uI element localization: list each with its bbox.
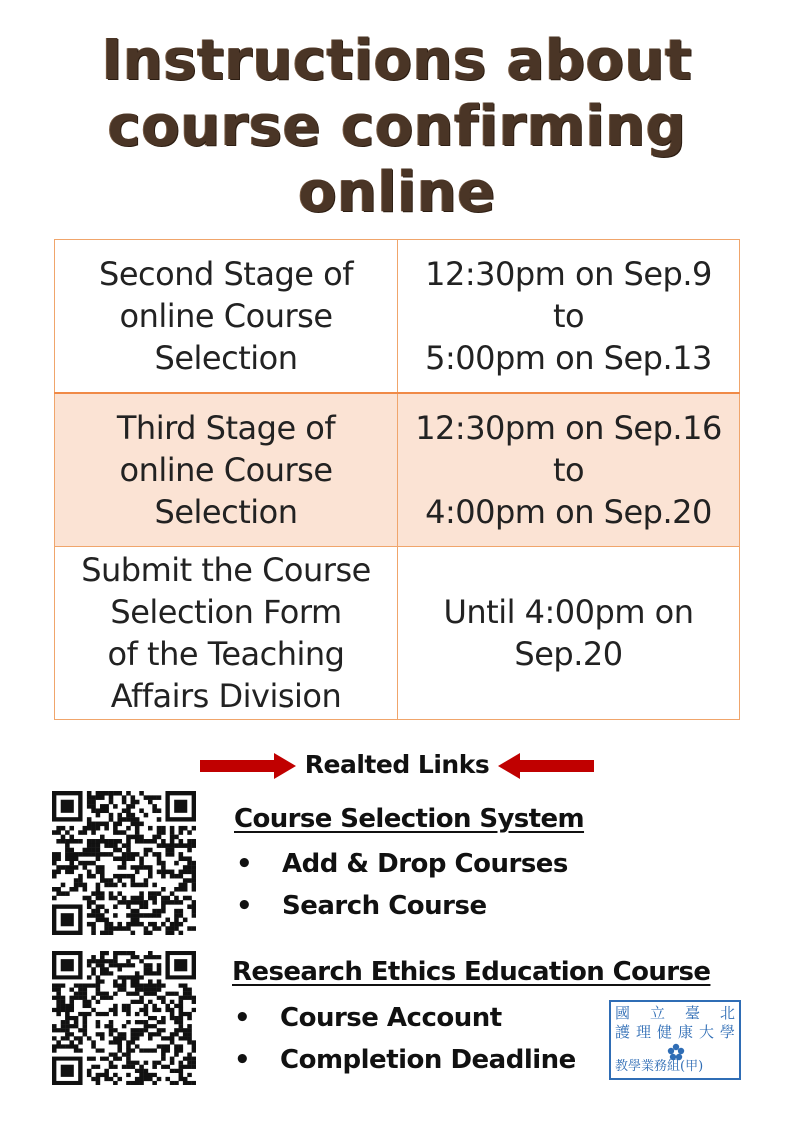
stage-line: Affairs Division bbox=[110, 677, 342, 715]
stamp-row-3 bbox=[615, 1058, 735, 1076]
stamp-char: 健 bbox=[656, 1023, 672, 1041]
qr-code-research-ethics[interactable] bbox=[52, 951, 196, 1085]
period-line: to bbox=[552, 451, 585, 489]
stamp-char: 護 bbox=[615, 1023, 631, 1041]
stamp-char: 臺 bbox=[684, 1004, 700, 1022]
stage-cell bbox=[55, 547, 398, 720]
list-item bbox=[234, 997, 576, 1039]
period-cell bbox=[398, 393, 740, 547]
title-line-2: course confirming bbox=[107, 94, 687, 159]
stage-line: Third Stage of bbox=[116, 409, 336, 447]
list-item bbox=[234, 1039, 576, 1081]
bullet: • bbox=[234, 1003, 251, 1033]
stamp-row-2 bbox=[615, 1023, 735, 1041]
stamp-char: 國 bbox=[615, 1004, 631, 1022]
table-row bbox=[55, 393, 740, 547]
course-selection-system-link[interactable]: Course Selection System bbox=[234, 804, 585, 834]
completion-deadline-link[interactable]: Completion Deadline bbox=[280, 1045, 576, 1075]
related-links-title: Realted Links bbox=[304, 750, 490, 779]
stamp-char: 理 bbox=[635, 1023, 651, 1041]
period-line: 5:00pm on Sep.13 bbox=[425, 339, 712, 377]
university-stamp bbox=[609, 1000, 741, 1080]
stamp-char: 康 bbox=[677, 1023, 693, 1041]
stage-line: Submit the Course bbox=[81, 551, 371, 589]
stage-line: online Course bbox=[119, 297, 333, 335]
period-line: 12:30pm on Sep.9 bbox=[425, 255, 712, 293]
qr-code-course-selection[interactable] bbox=[52, 791, 196, 935]
research-ethics-links bbox=[234, 997, 576, 1081]
related-links-header bbox=[200, 745, 594, 785]
add-drop-courses-link[interactable]: Add & Drop Courses bbox=[282, 849, 568, 879]
period-line: 4:00pm on Sep.20 bbox=[425, 493, 712, 531]
stamp-char: 學 bbox=[719, 1023, 735, 1041]
stage-line: Second Stage of bbox=[99, 255, 353, 293]
stamp-char: 立 bbox=[649, 1004, 665, 1022]
period-line: to bbox=[552, 297, 585, 335]
period-line: Until 4:00pm on bbox=[443, 593, 694, 631]
page-title bbox=[60, 28, 734, 226]
list-item bbox=[236, 843, 568, 885]
stamp-char: 北 bbox=[719, 1004, 735, 1022]
list-item bbox=[236, 885, 568, 927]
table-row bbox=[55, 547, 740, 720]
stage-line: Selection bbox=[154, 339, 298, 377]
bullet: • bbox=[236, 849, 253, 879]
stage-cell bbox=[55, 393, 398, 547]
stage-line: Selection Form bbox=[110, 593, 342, 631]
title-line-3: online bbox=[298, 160, 496, 225]
research-ethics-course-link[interactable]: Research Ethics Education Course bbox=[232, 957, 711, 987]
stage-cell bbox=[55, 240, 398, 394]
stage-line: online Course bbox=[119, 451, 333, 489]
course-account-link[interactable]: Course Account bbox=[280, 1003, 502, 1033]
title-line-1: Instructions about bbox=[101, 28, 693, 93]
period-line: 12:30pm on Sep.16 bbox=[415, 409, 722, 447]
stage-line: of the Teaching bbox=[107, 635, 345, 673]
period-cell bbox=[398, 240, 740, 394]
period-line: Sep.20 bbox=[514, 635, 623, 673]
bullet: • bbox=[234, 1045, 251, 1075]
stamp-text: 教學業務組(甲) bbox=[615, 1059, 704, 1074]
arrow-right-icon bbox=[200, 753, 296, 779]
schedule-table bbox=[54, 239, 740, 720]
table-row bbox=[55, 240, 740, 394]
stage-line: Selection bbox=[154, 493, 298, 531]
stamp-char: 大 bbox=[698, 1023, 714, 1041]
bullet: • bbox=[236, 891, 253, 921]
arrow-left-icon bbox=[498, 753, 594, 779]
stamp-row-1 bbox=[615, 1004, 735, 1022]
course-selection-links bbox=[236, 843, 568, 927]
period-cell bbox=[398, 547, 740, 720]
search-course-link[interactable]: Search Course bbox=[282, 891, 487, 921]
